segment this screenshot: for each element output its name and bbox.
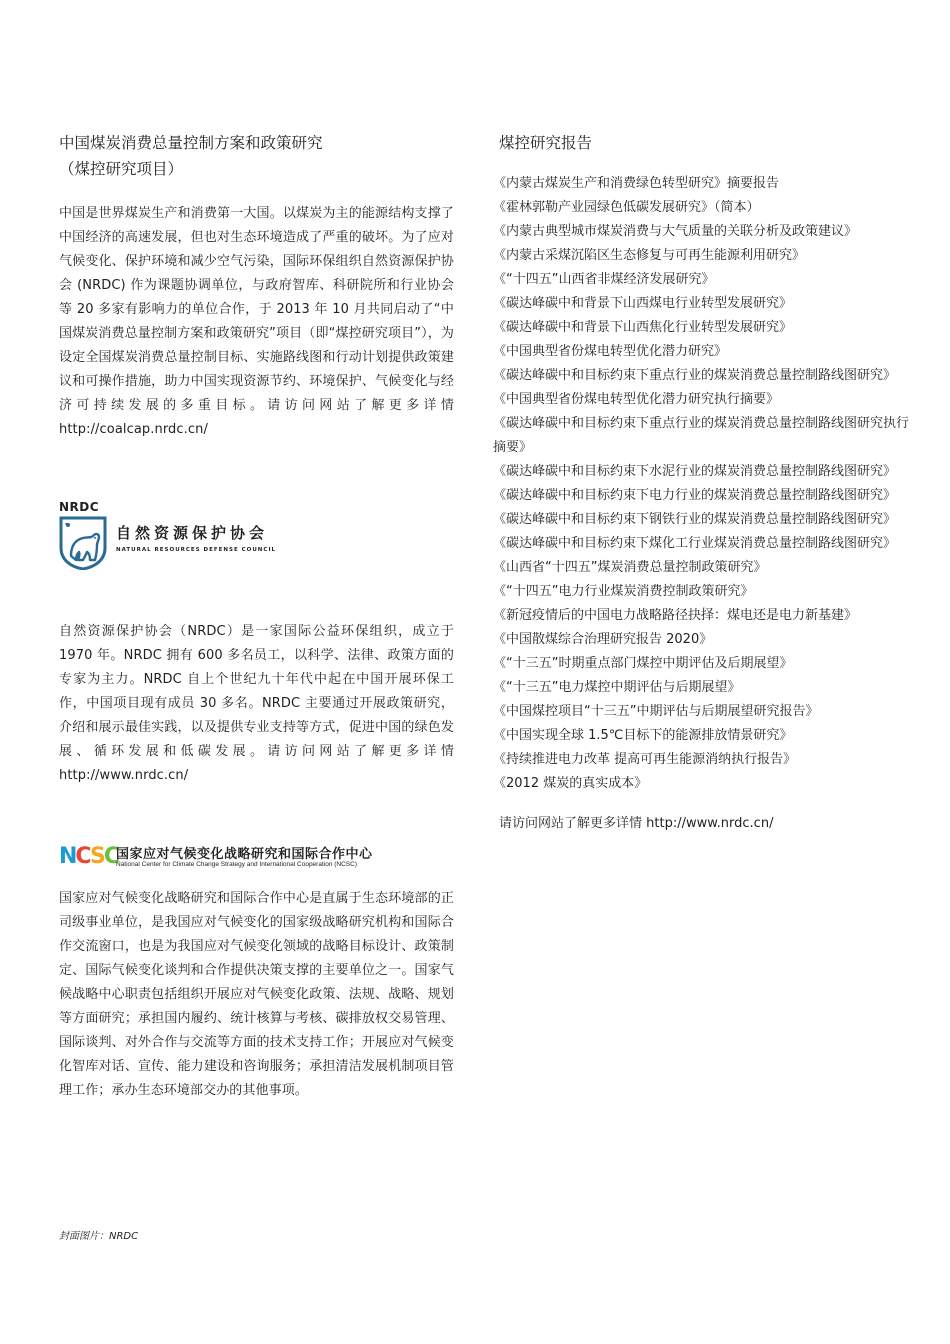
list-item: 《内蒙古典型城市煤炭消费与大气质量的关联分析及政策建议》 [493, 224, 858, 239]
ncsc-mark-c1: C [75, 844, 90, 869]
list-item: 《“十三五”电力煤控中期评估与后期展望》 [493, 680, 741, 695]
list-item: 《碳达峰碳中和目标约束下水泥行业的煤炭消费总量控制路线图研究》 [493, 464, 897, 479]
list-item: 《“十四五”电力行业煤炭消费控制政策研究》 [493, 584, 754, 599]
list-item: 《碳达峰碳中和目标约束下重点行业的煤炭消费总量控制路线图研究》 [493, 368, 897, 383]
ncsc-chinese-name: 国家应对气候变化战略研究和国际合作中心 [116, 847, 373, 862]
nrdc-chinese-name: 自然资源保护协会 [116, 524, 269, 542]
list-item: 《碳达峰碳中和目标约束下电力行业的煤炭消费总量控制路线图研究》 [493, 488, 897, 503]
list-item: 《碳达峰碳中和目标约束下钢铁行业的煤炭消费总量控制路线图研究》 [493, 512, 897, 527]
list-item: 《碳达峰碳中和背景下山西煤电行业转型发展研究》 [493, 296, 793, 311]
ncsc-description: 国家应对气候变化战略研究和国际合作中心是直属于生态环境部的正司级事业单位，是我国应对气候变化的国家级战略研究机构和国际合作交流窗口，也是为我国应对气候变化领域的战略目标设计、政策制定、国际气候变化谈判和合作提供决策支撑的主要单位之一。国家气候战略中心职责包括组织开展应对气候变化政策、法规、战略、规划等方面研究；承担国内履约、统计核算与考核、碳排放权交易管理、国际谈判、对外合作与交流等方面的技术支持工作；开展应对气候变化智库对话、宣传、能力建设和咨询服务；承担清洁发展机制项目管理工作；承办生态环境部交办的其他事项。 [59, 891, 454, 1098]
list-item: 《霍林郭勒产业园绿色低碳发展研究》（简本） [493, 200, 760, 215]
list-item: 《碳达峰碳中和目标约束下重点行业的煤炭消费总量控制路线图研究执行摘要》 [493, 416, 910, 455]
left-column [59, 130, 454, 1103]
ncsc-mark-c2: C [103, 844, 118, 869]
list-item: 《“十四五”山西省非煤经济发展研究》 [493, 272, 715, 287]
ncsc-mark-n: N [59, 844, 76, 869]
project-description: 中国是世界煤炭生产和消费第一大国。以煤炭为主的能源结构支撑了中国经济的高速发展，但也对生态环境造成了严重的破坏。为了应对气候变化、保护环境和减少空气污染，国际环保组织自然资源保护协会 (NRDC) 作为课题协调单位，与政府智库、科研院所和行业协会等 20 多家有影响力的单位合作，于 2013 年 10 月共同启动了“中国煤炭消费总量控制方案和政策研究”项目（即“煤控研究项目”），为设定全国煤炭消费总量控制目标、实施路线图和行动计划提供政策建议和可操作措施，助力中国实现资源节约、环境保护、气候变化与经济可持续发展的多重目标。请访问网站了解更多详情 http://coalcap.nrdc.cn/ [59, 206, 454, 437]
list-item: 《内蒙古煤炭生产和消费绿色转型研究》摘要报告 [493, 176, 780, 191]
list-item: 《碳达峰碳中和目标约束下煤化工行业煤炭消费总量控制路线图研究》 [493, 536, 897, 551]
list-item: 《内蒙古采煤沉陷区生态修复与可再生能源利用研究》 [493, 248, 806, 263]
more-info-link: 请访问网站了解更多详情 http://www.nrdc.cn/ [499, 816, 774, 831]
list-item: 《碳达峰碳中和背景下山西焦化行业转型发展研究》 [493, 320, 793, 335]
list-item: 《中国煤控项目“十三五”中期评估与后期展望研究报告》 [493, 704, 819, 719]
reports-list [493, 172, 909, 796]
list-item: 《中国典型省份煤电转型优化潜力研究》 [493, 344, 728, 359]
nrdc-wordmark: NRDC [59, 500, 100, 514]
ncsc-logo [59, 843, 454, 875]
project-subtitle: （煤控研究项目） [59, 160, 184, 178]
reports-title: 煤控研究报告 [499, 134, 593, 152]
right-column [493, 130, 910, 849]
nrdc-english-name: NATURAL RESOURCES DEFENSE COUNCIL [116, 547, 277, 553]
nrdc-logo [59, 500, 454, 570]
ncsc-english-name: National Center for Climate Change Strategy and International Cooperation (NCSC) [116, 861, 357, 868]
ncsc-mark-icon [59, 843, 118, 871]
nrdc-description: 自然资源保护协会（NRDC）是一家国际公益环保组织，成立于 1970 年。NRDC 拥有 600 多名员工，以科学、法律、政策方面的专家为主力。NRDC 自上个世纪九十年代中起在中国开展环保工作，中国项目现有成员 30 多名。NRDC 主要通过开展政策研究，介绍和展示最佳实践，以及提供专业支持等方式，促进中国的绿色发展、循环发展和低碳发展。请访问网站了解更多详情 http://www.nrdc.cn/ [59, 624, 454, 783]
list-item: 《“十三五”时期重点部门煤控中期评估及后期展望》 [493, 656, 793, 671]
list-item: 《中国散煤综合治理研究报告 2020》 [493, 632, 713, 647]
list-item: 《中国实现全球 1.5℃目标下的能源排放情景研究》 [493, 728, 793, 743]
list-item: 《新冠疫情后的中国电力战略路径抉择：煤电还是电力新基建》 [493, 608, 858, 623]
cover-credit: 封面图片：NRDC [59, 1231, 139, 1242]
ncsc-mark-s: S [89, 844, 104, 869]
list-item: 《中国典型省份煤电转型优化潜力研究执行摘要》 [493, 392, 780, 407]
list-item: 《持续推进电力改革 提高可再生能源消纳执行报告》 [493, 752, 797, 767]
polar-bear-badge-icon [59, 516, 107, 570]
list-item: 《山西省“十四五”煤炭消费总量控制政策研究》 [493, 560, 767, 575]
list-item: 《2012 煤炭的真实成本》 [493, 776, 648, 791]
project-title: 中国煤炭消费总量控制方案和政策研究 [59, 134, 323, 152]
